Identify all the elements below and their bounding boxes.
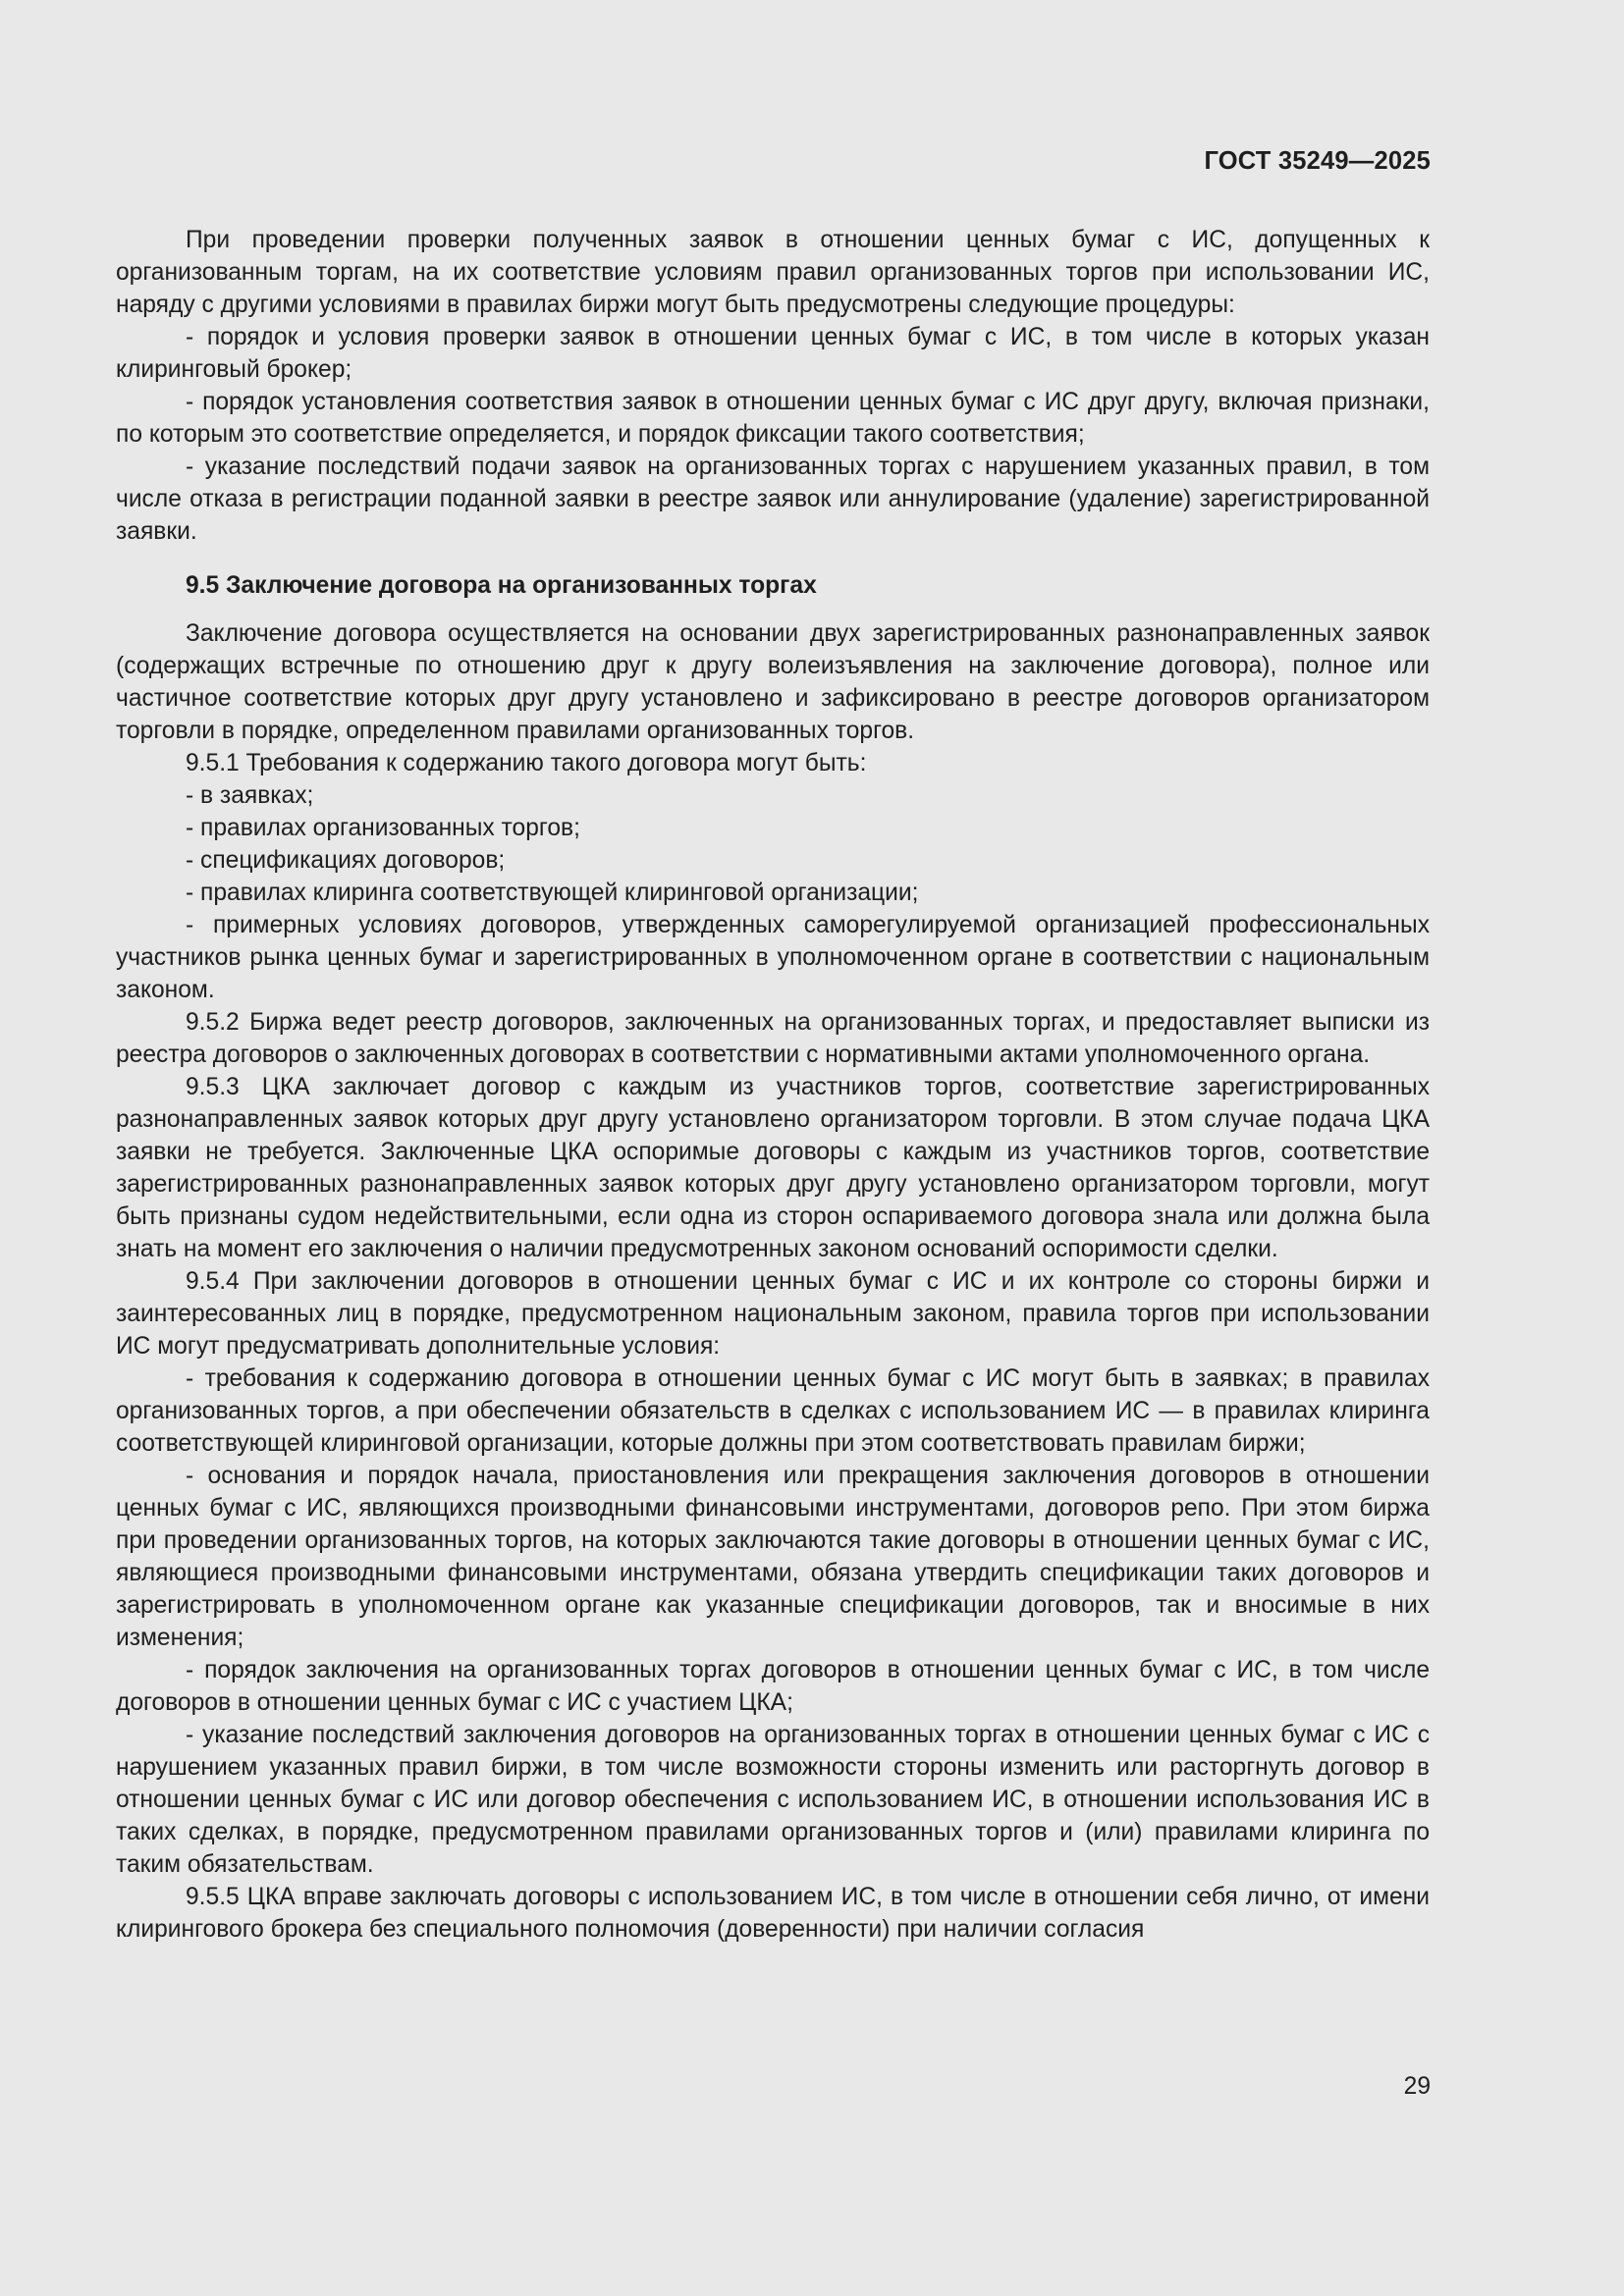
paragraph: 9.5.1 Требования к содержанию такого договора могут быть: xyxy=(186,750,867,776)
list-item: - в заявках; xyxy=(186,782,314,809)
standard-code-header: ГОСТ 35249—2025 xyxy=(1204,147,1431,175)
list-item: - указание последствий заключения договоров на организованных торгах в отношении ценных бумаг с ИС с нарушением указанных правил биржи, в том числе возможности стороны изменить или расторгнуть договор в отношении ценных бумаг с ИС или договор обеспечения с использованием ИС, в отношении использования ИС в таких сделках, в порядке, предусмотренном правилами организованных торгов и (или) правилами клиринга по таким обязательствам. xyxy=(116,1722,1430,1878)
list-item: - правилах клиринга соответствующей клиринговой организации; xyxy=(186,880,919,906)
list-item: - порядок установления соответствия заявок в отношении ценных бумаг с ИС друг другу, включая признаки, по которым это соответствие определяется, и порядок фиксации такого соответствия; xyxy=(116,389,1430,448)
section-heading: 9.5 Заключение договора на организованных торгах xyxy=(186,572,817,599)
list-item: - требования к содержанию договора в отношении ценных бумаг с ИС могут быть в заявках; в правилах организованных торгов, а при обеспечении обязательств в сделках с использованием ИС — в правилах клиринга соответствующей клиринговой организации, которые должны при этом соответствовать правилам биржи; xyxy=(116,1365,1430,1457)
list-item: - указание последствий подачи заявок на организованных торгах с нарушением указанных правил, в том числе отказа в регистрации поданной заявки в реестре заявок или аннулирование (удаление) зарегистрированной заявки. xyxy=(116,454,1430,545)
paragraph: При проведении проверки полученных заявок в отношении ценных бумаг с ИС, допущенных к организованным торгам, на их соответствие условиям правил организованных торгов при использовании ИС, наряду с другими условиями в правилах биржи могут быть предусмотрены следующие процедуры: xyxy=(116,227,1430,318)
paragraph: 9.5.4 При заключении договоров в отношении ценных бумаг с ИС и их контроле со стороны биржи и заинтересованных лиц в порядке, предусмотренном национальным законом, правила торгов при использовании ИС могут предусматривать дополнительные условия: xyxy=(116,1268,1430,1360)
paragraph: 9.5.3 ЦКА заключает договор с каждым из участников торгов, соответствие зарегистрированных разнонаправленных заявок которых друг другу установлено организатором торговли. В этом случае подача ЦКА заявки не требуется. Заключенные ЦКА оспоримые договоры с каждым из участников торгов, соответствие зарегистрированных разнонаправленных заявок которых друг другу установлено организатором торговли, могут быть признаны судом недействительными, если одна из сторон оспариваемого договора знала или должна была знать на момент его заключения о наличии предусмотренных законом оснований оспоримости сделки. xyxy=(116,1074,1430,1262)
list-item: - правилах организованных торгов; xyxy=(186,815,580,841)
list-item: - спецификациях договоров; xyxy=(186,847,506,874)
list-item: - примерных условиях договоров, утвержденных саморегулируемой организацией профессиональных участников рынка ценных бумаг и зарегистрированных в уполномоченном органе в соответствии с национальным законом. xyxy=(116,912,1430,1003)
list-item: - основания и порядок начала, приостановления или прекращения заключения договоров в отношении ценных бумаг с ИС, являющихся производными финансовыми инструментами, договоров репо. При этом биржа при проведении организованных торгов, на которых заключаются такие договоры в отношении ценных бумаг с ИС, являющиеся производными финансовыми инструментами, обязана утвердить спецификации таких договоров и зарегистрировать в уполномоченном органе как указанные спецификации договоров, так и вносимые в них изменения; xyxy=(116,1463,1430,1651)
paragraph: 9.5.2 Биржа ведет реестр договоров, заключенных на организованных торгах, и предоставляет выписки из реестра договоров о заключенных договорах в соответствии с нормативными актами уполномоченного органа. xyxy=(116,1009,1430,1068)
paragraph: 9.5.5 ЦКА вправе заключать договоры с использованием ИС, в том числе в отношении себя лично, от имени клирингового брокера без специального полномочия (доверенности) при наличии согласия xyxy=(116,1884,1430,1943)
document-body xyxy=(116,224,1430,1946)
list-item: - порядок заключения на организованных торгах договоров в отношении ценных бумаг с ИС, в том числе договоров в отношении ценных бумаг с ИС с участием ЦКА; xyxy=(116,1657,1430,1716)
list-item: - порядок и условия проверки заявок в отношении ценных бумаг с ИС, в том числе в которых указан клиринговый брокер; xyxy=(116,324,1430,383)
page-number: 29 xyxy=(1403,2073,1431,2100)
paragraph: Заключение договора осуществляется на основании двух зарегистрированных разнонаправленных заявок (содержащих встречные по отношению друг к другу волеизъявления на заключение договора), полное или частичное соответствие которых друг другу установлено и зафиксировано в реестре договоров организатором торговли в порядке, определенном правилами организованных торгов. xyxy=(116,620,1430,744)
